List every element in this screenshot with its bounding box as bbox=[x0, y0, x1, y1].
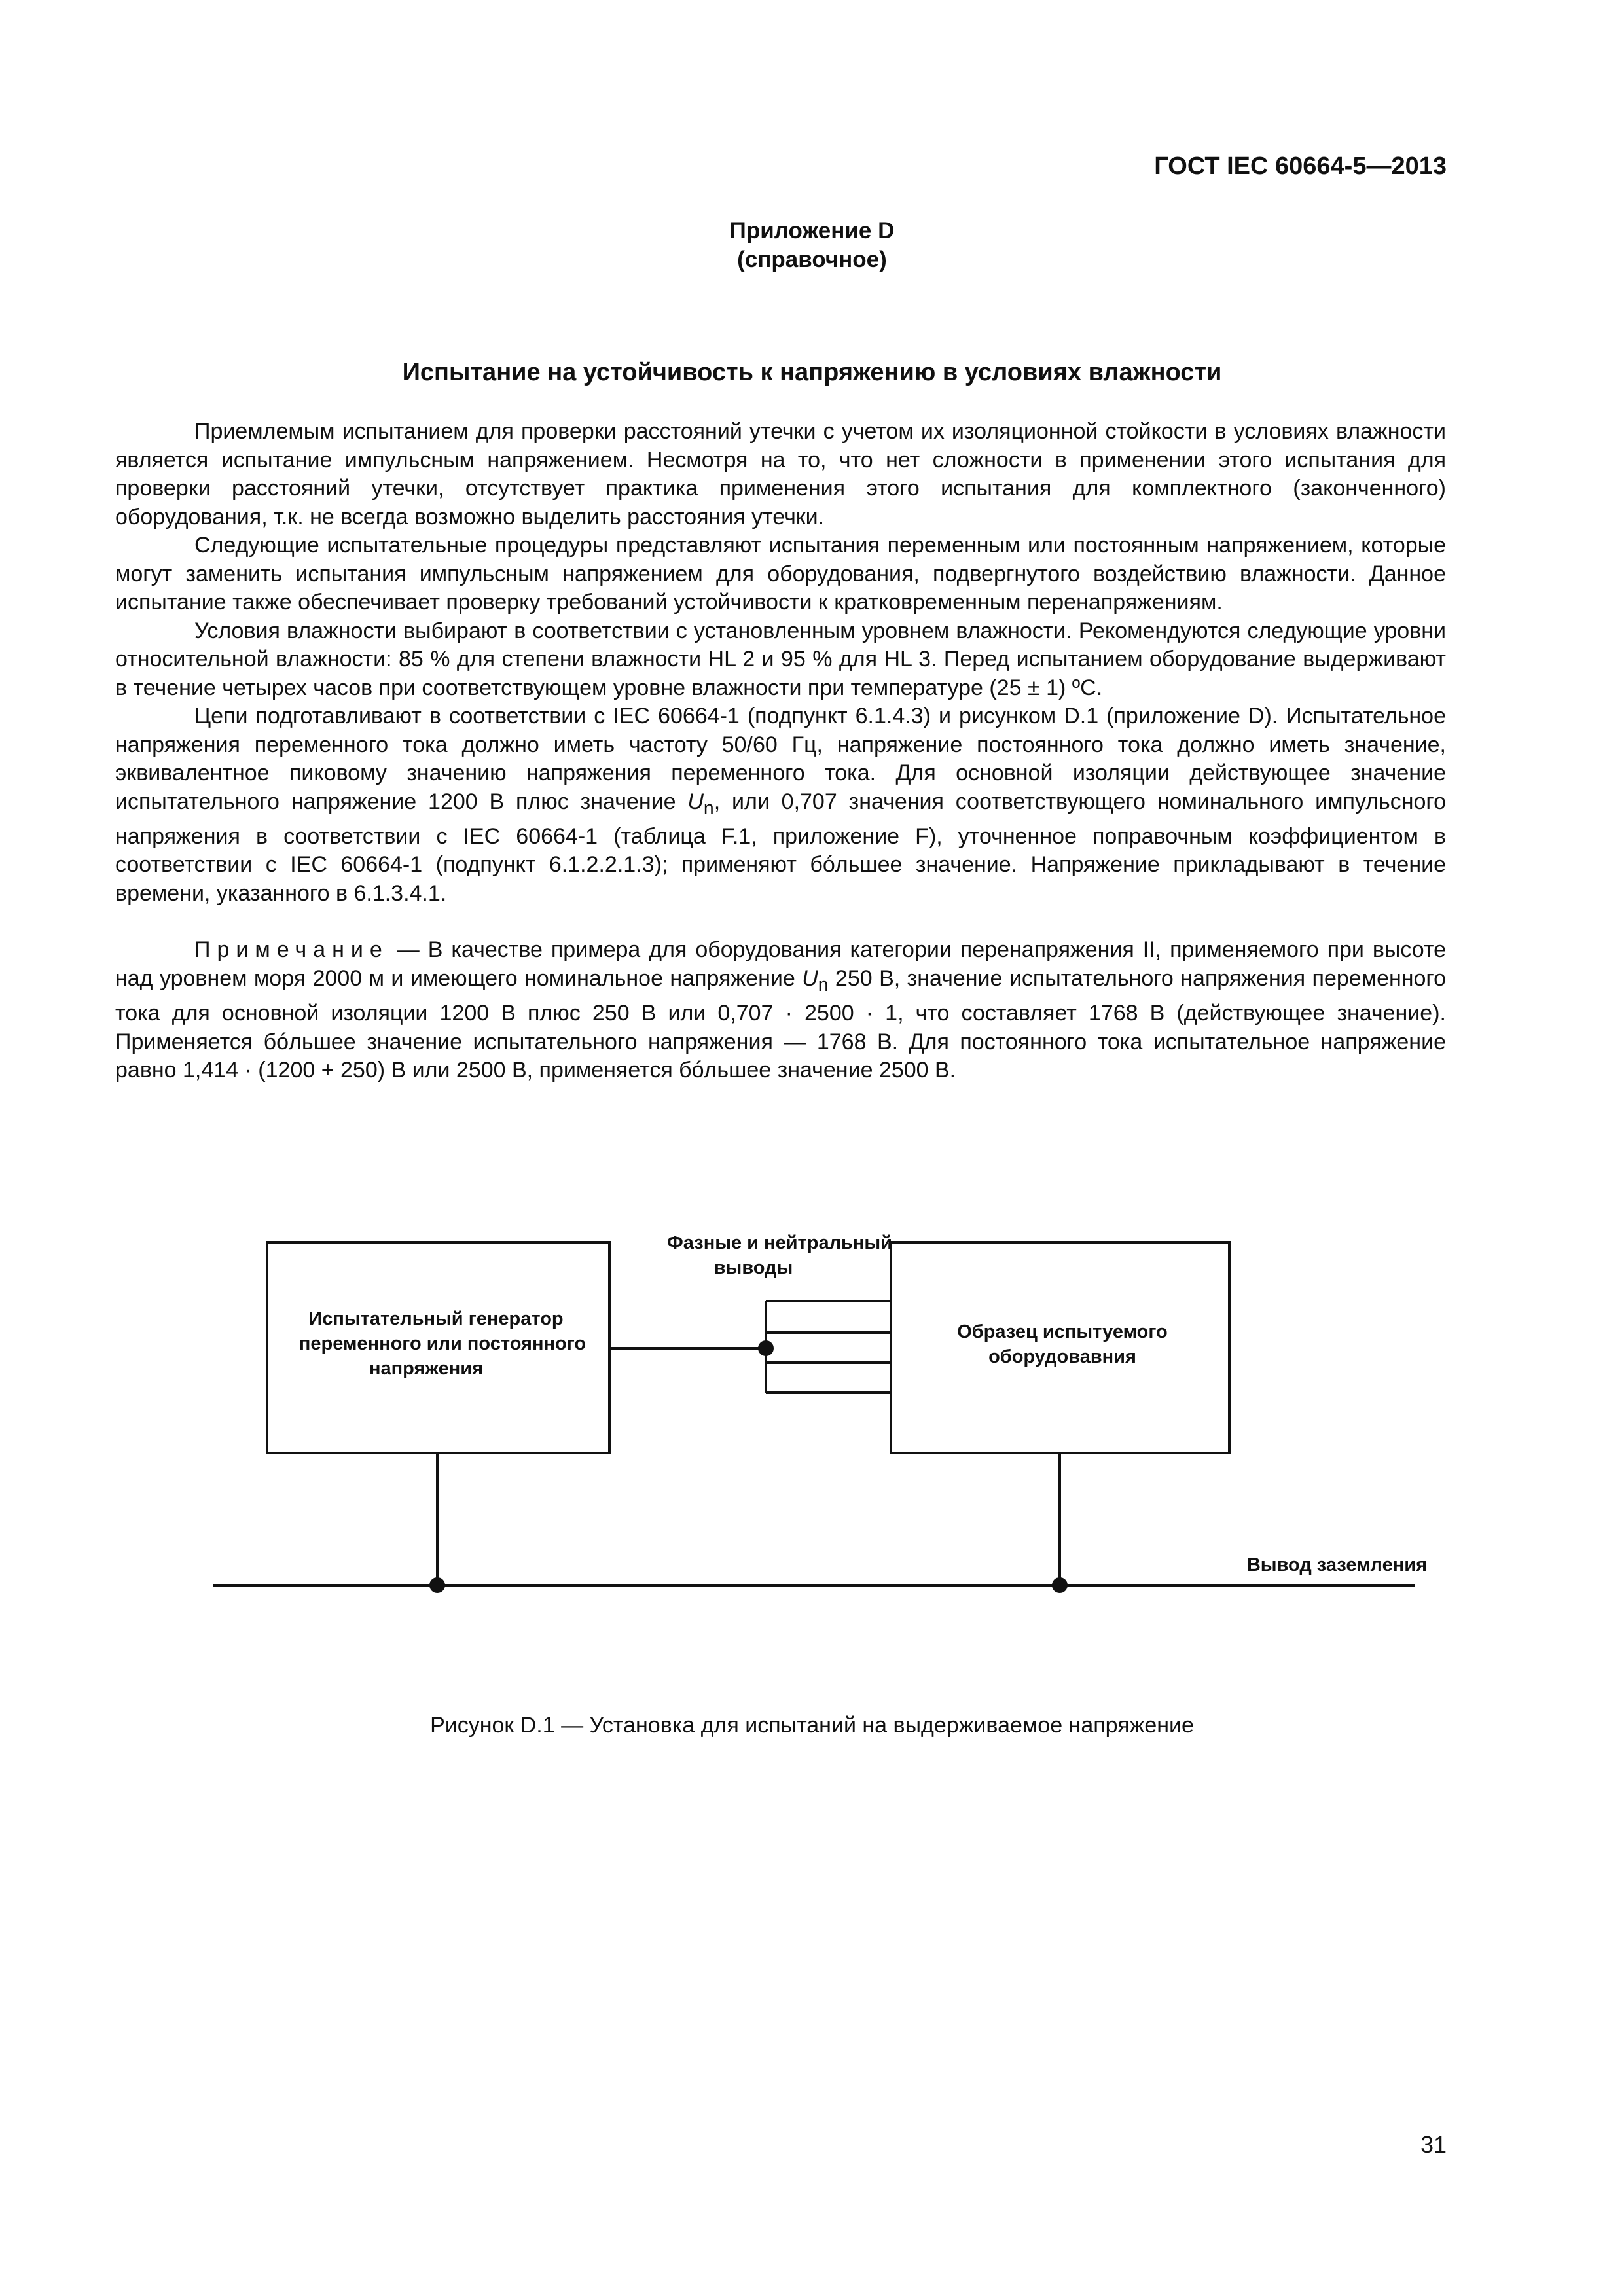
standard-designation: ГОСТ IEC 60664-5—2013 bbox=[1154, 152, 1447, 180]
paragraph-text: Цепи подготавливают в соответствии с IEC 60664-1 (подпункт 6.1.4.3) и рисунком D.1 (приложение D). Испытательное напряжения переменного тока должно иметь частоту 50/60 Гц, напряжение постоянного тока должно иметь значение, эквивалентное пиковому значению напряжения переменного тока. Для основной изоляции действующее значение испытательного напряжение 1200 В плюс значение bbox=[115, 704, 1446, 814]
junction-dot bbox=[758, 1340, 774, 1356]
sample-label: Образец испытуемого bbox=[957, 1321, 1168, 1342]
appendix-type: (справочное) bbox=[737, 247, 887, 272]
paragraph bbox=[115, 702, 1446, 908]
terminals-label: Фазные и нейтральный bbox=[667, 1232, 892, 1253]
paragraph: Условия влажности выбирают в соответствии с установленным уровнем влажности. Рекомендуются следующие уровни относительной влажности: 85 % для степени влажности HL 2 и 95 % для HL 3. Перед испытанием оборудование выдерживают в течение четырех часов при соответствующем уровне влажности при температуре (25 ± 1) ºС. bbox=[115, 618, 1446, 700]
terminals-label: выводы bbox=[713, 1257, 793, 1278]
appendix-label: Приложение D bbox=[729, 218, 895, 243]
note-text: 250 В, значение испытательного напряжения переменного тока для основной изоляции 1200 В плюс 250 В или 0,707 · 2500 · 1, что составляет 1768 В (действующее значение). Применяется бóльшее значение испытательного напряжения — 1768 В. Для постоянного тока испытательное напряжение равно 1,414 · (1200 + 250) В или 2500 В, применяется бóльшее значение 2500 В. bbox=[115, 965, 1446, 1083]
generator-label: переменного или постоянного bbox=[298, 1333, 586, 1354]
voltage-symbol: U bbox=[802, 965, 818, 991]
section-title: Испытание на устойчивость к напряжению в условиях влажности bbox=[402, 359, 1222, 386]
junction-dot bbox=[1052, 1577, 1068, 1593]
note-text: — В качестве примера для оборудования категории перенапряжения II, применяемого при высоте над уровнем моря 2000 м и имеющего номинальное напряжение bbox=[115, 937, 1446, 991]
voltage-subscript: n bbox=[703, 797, 714, 819]
page-number: 31 bbox=[1420, 2131, 1447, 2158]
generator-label: напряжения bbox=[369, 1358, 483, 1379]
generator-label: Испытательный генератор bbox=[308, 1308, 564, 1329]
voltage-symbol: U bbox=[687, 789, 704, 814]
paragraph: Приемлемым испытанием для проверки расстояний утечки с учетом их изоляционной стойкости в условиях влажности является испытание импульсным напряжением. Несмотря на то, что нет сложности в применении этого испытания для проверки расстояний утечки, отсутствует практика применения этого испытания для комплектного (законченного) оборудования, т.к. не всегда возможно выделить расстояния утечки. bbox=[115, 419, 1446, 529]
paragraph: Следующие испытательные процедуры представляют испытания переменным или постоянным напряжением, которые могут заменить испытания импульсным напряжением для оборудования, подвергнутого воздействию влажности. Данное испытание также обеспечивает проверку требований устойчивости к кратковременным перенапряжениям. bbox=[115, 533, 1446, 615]
test-setup-diagram bbox=[0, 1211, 1624, 1617]
note-label: Примечание bbox=[194, 937, 389, 963]
sample-label: оборудовавния bbox=[988, 1346, 1136, 1367]
body-text bbox=[115, 418, 1446, 1085]
junction-dot bbox=[429, 1577, 445, 1593]
note bbox=[115, 936, 1446, 1085]
voltage-subscript: n bbox=[818, 974, 829, 996]
ground-label: Вывод заземления bbox=[1246, 1554, 1427, 1575]
paragraph-text: , или 0,707 значения соответствующего номинального импульсного напряжения в соответствии с IEC 60664-1 (таблица F.1, приложение F), уточненное поправочным коэффициентом в соответствии с IEC 60664-1 (подпункт 6.1.2.2.1.3); применяют бóльшее значение. Напряжение прикладывают в течение времени, указанного в 6.1.3.4.1. bbox=[115, 789, 1446, 906]
figure-caption: Рисунок D.1 — Установка для испытаний на выдерживаемое напряжение bbox=[430, 1713, 1194, 1738]
